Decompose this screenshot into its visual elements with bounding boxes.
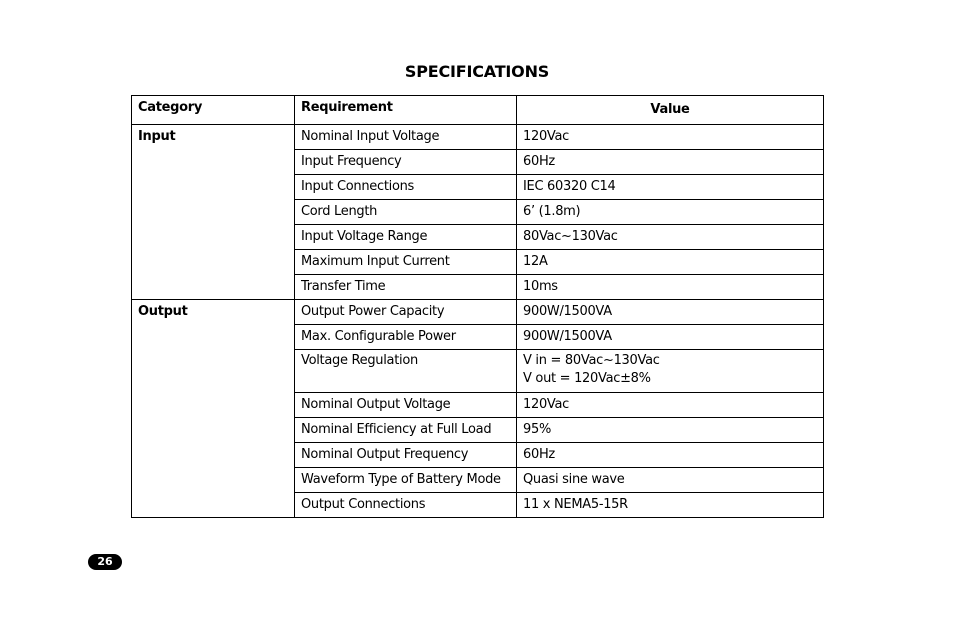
table-row: [132, 300, 824, 325]
category-cell: Output: [132, 300, 295, 518]
requirement-cell: Input Connections: [295, 175, 517, 200]
column-header-requirement: Requirement: [295, 96, 517, 125]
value-cell: [517, 125, 824, 150]
requirement-cell: Cord Length: [295, 200, 517, 225]
requirement-cell: Transfer Time: [295, 275, 517, 300]
category-cell: Input: [132, 125, 295, 300]
value-cell: [517, 175, 824, 200]
value-line: 80Vac~130Vac: [523, 229, 618, 244]
requirement-cell: Voltage Regulation: [295, 350, 517, 393]
value-line: 6’ (1.8m): [523, 204, 581, 219]
requirement-cell: Max. Configurable Power: [295, 325, 517, 350]
requirement-cell: Nominal Input Voltage: [295, 125, 517, 150]
table-header-row: [132, 96, 824, 125]
value-cell: [517, 275, 824, 300]
requirement-cell: Nominal Output Voltage: [295, 393, 517, 418]
value-cell: [517, 150, 824, 175]
value-line: 60Hz: [523, 447, 555, 462]
specifications-table: [131, 95, 824, 518]
value-line: IEC 60320 C14: [523, 179, 616, 194]
value-cell: [517, 300, 824, 325]
value-line: 95%: [523, 422, 551, 437]
value-line: V out = 120Vac±8%: [523, 371, 651, 386]
value-line: 60Hz: [523, 154, 555, 169]
column-header-category: Category: [132, 96, 295, 125]
requirement-cell: Nominal Output Frequency: [295, 443, 517, 468]
value-cell: [517, 468, 824, 493]
page-number-badge: 26: [88, 554, 122, 570]
page-title: SPECIFICATIONS: [404, 62, 550, 81]
value-cell: [517, 393, 824, 418]
value-cell: [517, 350, 824, 393]
value-cell: [517, 250, 824, 275]
value-line: 12A: [523, 254, 548, 269]
value-cell: [517, 225, 824, 250]
requirement-cell: Nominal Efficiency at Full Load: [295, 418, 517, 443]
value-line: 120Vac: [523, 129, 570, 144]
table-row: [132, 125, 824, 150]
value-line: 900W/1500VA: [523, 329, 612, 344]
value-cell: [517, 418, 824, 443]
requirement-cell: Maximum Input Current: [295, 250, 517, 275]
value-cell: [517, 443, 824, 468]
value-line: V in = 80Vac~130Vac: [523, 353, 660, 368]
value-cell: [517, 200, 824, 225]
value-cell: [517, 493, 824, 518]
value-line: Quasi sine wave: [523, 472, 625, 487]
table-body: [132, 125, 824, 518]
column-header-value: Value: [517, 96, 824, 125]
requirement-cell: Waveform Type of Battery Mode: [295, 468, 517, 493]
value-line: 10ms: [523, 279, 558, 294]
requirement-cell: Output Connections: [295, 493, 517, 518]
value-cell: [517, 325, 824, 350]
value-line: 11 x NEMA5-15R: [523, 497, 628, 512]
value-line: 900W/1500VA: [523, 304, 612, 319]
value-line: 120Vac: [523, 397, 570, 412]
requirement-cell: Output Power Capacity: [295, 300, 517, 325]
requirement-cell: Input Voltage Range: [295, 225, 517, 250]
requirement-cell: Input Frequency: [295, 150, 517, 175]
